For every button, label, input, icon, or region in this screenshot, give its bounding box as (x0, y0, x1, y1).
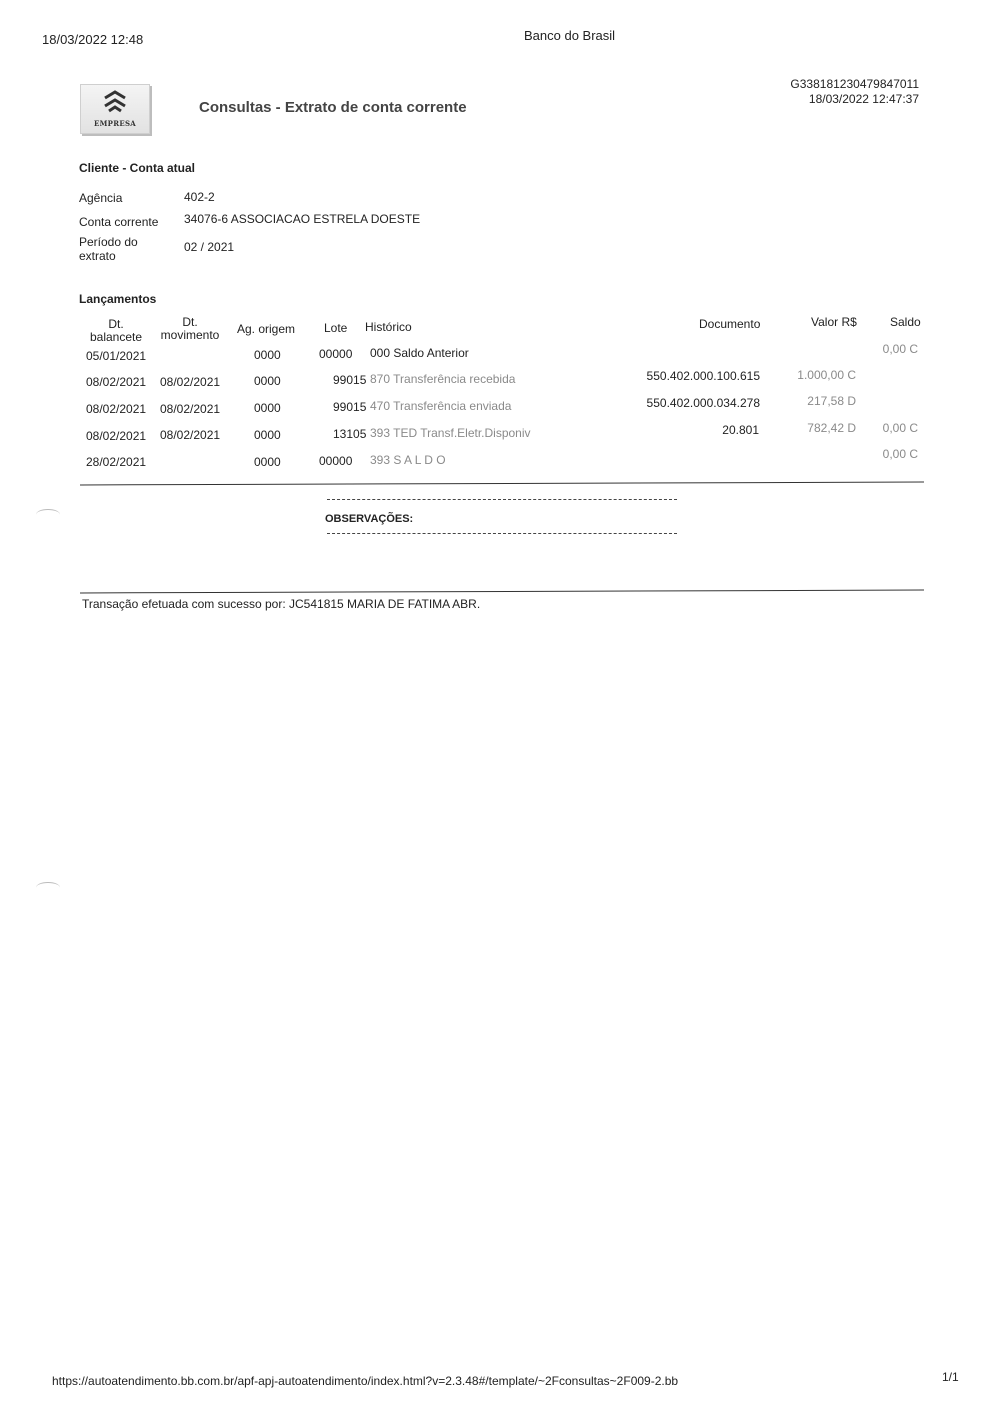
bank-name: Banco do Brasil (524, 28, 616, 43)
header-dt-balancete-line2: balancete (89, 330, 143, 344)
periodo-label-line2: extrato (79, 249, 116, 263)
observacoes-label: OBSERVAÇÕES: (325, 513, 414, 525)
logo-text: EMPRESA (93, 119, 137, 128)
bb-empresa-logo (80, 84, 150, 134)
row2-valor: 1.000,00 C (797, 368, 856, 382)
row4-saldo: 0,00 C (882, 421, 918, 435)
table-bottom-rule (80, 482, 924, 486)
footer-rule (80, 590, 924, 594)
periodo-label-line1: Período do (79, 235, 138, 249)
header-documento: Documento (699, 317, 761, 331)
page-title: Consultas - Extrato de conta corrente (199, 99, 467, 116)
row5-lote: 00000 (319, 454, 353, 468)
row1-dt-balancete: 05/01/2021 (86, 349, 147, 363)
agencia-value: 402-2 (184, 190, 215, 204)
document-code: G338181230479847011 (790, 77, 919, 91)
header-dt-movimento (156, 316, 224, 342)
row3-dt-movimento: 08/02/2021 (160, 402, 221, 416)
conta-label: Conta corrente (79, 215, 159, 229)
row5-historico: 393 S A L D O (370, 453, 446, 467)
document-timestamp: 18/03/2022 12:47:37 (808, 92, 919, 106)
row3-ag-origem: 0000 (254, 401, 281, 415)
header-ag-origem: Ag. origem (237, 322, 296, 336)
header-saldo: Saldo (890, 315, 921, 329)
row2-ag-origem: 0000 (254, 374, 281, 388)
row4-lote: 13105 (333, 427, 367, 441)
transaction-message: Transação efetuada com sucesso por: JC541815 MARIA DE FATIMA ABR. (82, 597, 481, 611)
row2-documento: 550.402.000.100.615 (646, 369, 760, 383)
lancamentos-section-title: Lançamentos (79, 292, 157, 306)
row1-saldo: 0,00 C (882, 342, 918, 356)
agencia-label: Agência (79, 191, 123, 205)
row3-valor: 217,58 D (807, 394, 856, 408)
row2-dt-movimento: 08/02/2021 (160, 375, 221, 389)
header-lote: Lote (324, 321, 348, 335)
row4-valor: 782,42 D (807, 421, 856, 435)
cliente-section-title: Cliente - Conta atual (79, 161, 196, 175)
punch-hole-mark (36, 882, 60, 893)
row1-ag-origem: 0000 (254, 348, 281, 362)
row4-dt-movimento: 08/02/2021 (160, 428, 221, 442)
page-url: https://autoatendimento.bb.com.br/apf-apj-autoatendimento/index.html?v=2.3.48#/template/~2Fconsultas~2F009-2.bb (52, 1374, 679, 1388)
row1-lote: 00000 (319, 347, 353, 361)
observacoes-bottom-dashes (327, 533, 677, 534)
row2-historico: 870 Transferência recebida (370, 372, 516, 386)
row1-historico: 000 Saldo Anterior (370, 346, 469, 360)
row3-historico: 470 Transferência enviada (370, 399, 512, 413)
bb-logo-icon (101, 89, 129, 115)
row3-documento: 550.402.000.034.278 (646, 396, 760, 410)
row4-ag-origem: 0000 (254, 428, 281, 442)
row4-historico: 393 TED Transf.Eletr.Disponiv (370, 426, 531, 440)
row3-dt-balancete: 08/02/2021 (86, 402, 147, 416)
row4-dt-balancete: 08/02/2021 (86, 429, 147, 443)
row5-dt-balancete: 28/02/2021 (86, 455, 147, 469)
header-dt-movimento-line1: Dt. (182, 315, 198, 329)
row2-lote: 99015 (333, 373, 367, 387)
header-valor: Valor R$ (811, 315, 857, 329)
print-datetime: 18/03/2022 12:48 (42, 32, 144, 47)
header-dt-balancete-line1: Dt. (108, 317, 124, 331)
row2-dt-balancete: 08/02/2021 (86, 375, 147, 389)
header-historico: Histórico (365, 320, 412, 334)
row3-lote: 99015 (333, 400, 367, 414)
row4-documento: 20.801 (722, 423, 759, 437)
punch-hole-mark (36, 509, 60, 520)
conta-value: 34076-6 ASSOCIACAO ESTRELA DOESTE (184, 212, 421, 226)
observacoes-top-dashes (327, 499, 677, 500)
header-dt-movimento-line2: movimento (160, 328, 220, 342)
row5-ag-origem: 0000 (254, 455, 281, 469)
periodo-value: 02 / 2021 (184, 240, 235, 254)
row5-saldo: 0,00 C (882, 447, 918, 461)
page-number: 1/1 (942, 1370, 959, 1384)
header-dt-balancete (84, 318, 148, 344)
